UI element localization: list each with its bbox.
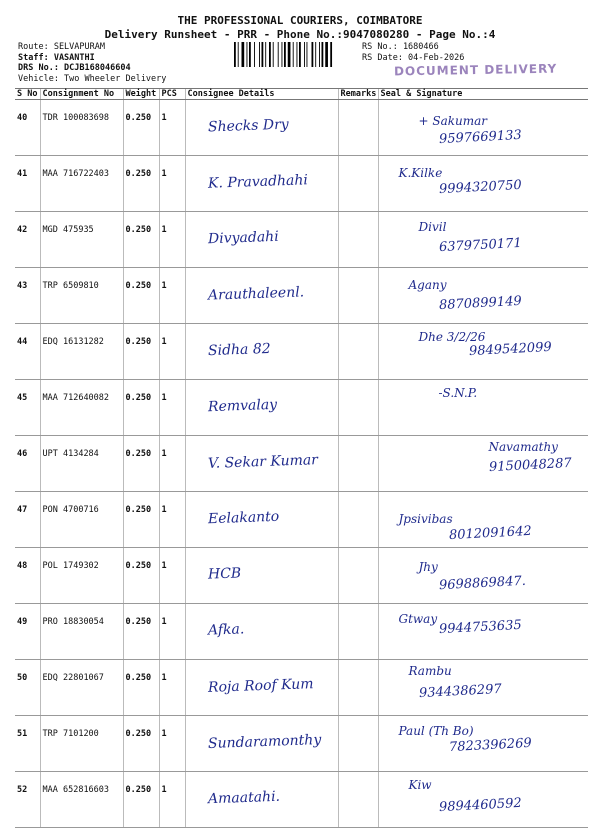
col-consignment: Consignment No (40, 89, 123, 100)
consignee-cell (185, 324, 338, 380)
remarks-cell (338, 212, 378, 268)
sno-cell: 42 (15, 212, 40, 268)
pcs-cell: 1 (159, 324, 185, 380)
handwritten-phone: 9894460592 (438, 795, 522, 816)
handwritten-signature: Jhy (418, 560, 438, 574)
handwritten-signature: Navamathy (488, 440, 558, 454)
consignee-handwritten-name: Amaatahi. (207, 788, 280, 808)
consignee-handwritten-name: Roja Roof Kum (207, 676, 314, 696)
remarks-cell (338, 380, 378, 436)
sno-cell: 49 (15, 604, 40, 660)
pcs-cell: 1 (159, 100, 185, 156)
sno-cell: 43 (15, 268, 40, 324)
consignment-cell: MAA 712640082 (40, 380, 123, 436)
company-title: THE PROFESSIONAL COURIERS, COIMBATORE (177, 14, 423, 27)
handwritten-signature: Jpsivibas (398, 512, 453, 526)
consignee-handwritten-name: Shecks Dry (207, 116, 289, 136)
consignment-cell: TRP 7101200 (40, 716, 123, 772)
weight-cell: 0.250 (123, 100, 159, 156)
handwritten-signature: Paul (Th Bo) (398, 724, 474, 738)
table-row (15, 660, 588, 716)
handwritten-signature: Divil (418, 220, 447, 234)
consignee-cell (185, 660, 338, 716)
remarks-cell (338, 268, 378, 324)
consignment-cell: TRP 6509810 (40, 268, 123, 324)
handwritten-phone: 9849542099 (468, 339, 552, 360)
table-row (15, 716, 588, 772)
table-row (15, 380, 588, 436)
sno-cell: 41 (15, 156, 40, 212)
signature-cell (378, 212, 588, 268)
weight-cell: 0.250 (123, 380, 159, 436)
col-weight: Weight (123, 89, 159, 100)
vehicle-label: Vehicle: Two Wheeler Delivery (18, 73, 167, 84)
handwritten-signature: Rambu (408, 664, 452, 678)
consignee-handwritten-name: Sidha 82 (207, 340, 271, 360)
remarks-cell (338, 100, 378, 156)
pcs-cell: 1 (159, 548, 185, 604)
weight-cell: 0.250 (123, 716, 159, 772)
col-seal-signature: Seal & Signature (378, 89, 588, 100)
remarks-cell (338, 436, 378, 492)
handwritten-signature: Dhe 3/2/26 (418, 330, 486, 344)
consignment-cell: UPT 4134284 (40, 436, 123, 492)
sno-cell: 48 (15, 548, 40, 604)
remarks-cell (338, 604, 378, 660)
handwritten-signature: Gtway (398, 612, 438, 626)
handwritten-phone: 8870899149 (438, 293, 522, 314)
consignee-handwritten-name: Divyadahi (207, 228, 279, 248)
consignee-handwritten-name: HCB (207, 565, 241, 583)
consignment-cell: EDQ 22801067 (40, 660, 123, 716)
consignee-handwritten-name: Remvalay (207, 396, 277, 416)
remarks-cell (338, 324, 378, 380)
handwritten-phone: 9944753635 (438, 617, 522, 638)
handwritten-signature: Agany (408, 278, 447, 292)
rs-number: RS No.: 1680466 (362, 42, 439, 52)
runsheet-subtitle: Delivery Runsheet - PRR - Phone No.:9047080280 - Page No.:4 (104, 28, 496, 41)
drs-number: DRS No.: DCJB168046604 (18, 63, 131, 73)
weight-cell: 0.250 (123, 156, 159, 212)
remarks-cell (338, 716, 378, 772)
consignment-cell: PRO 18830054 (40, 604, 123, 660)
weight-cell: 0.250 (123, 212, 159, 268)
remarks-cell (338, 492, 378, 548)
sno-cell: 51 (15, 716, 40, 772)
signature-cell (378, 716, 588, 772)
consignee-handwritten-name: Arauthaleenl. (207, 284, 304, 304)
signature-cell (378, 324, 588, 380)
sno-cell: 44 (15, 324, 40, 380)
sno-cell: 45 (15, 380, 40, 436)
table-row (15, 212, 588, 268)
consignee-cell (185, 604, 338, 660)
consignee-cell (185, 380, 338, 436)
weight-cell: 0.250 (123, 604, 159, 660)
table-row (15, 156, 588, 212)
staff-label: Staff: VASANTHI (18, 52, 95, 63)
handwritten-signature: Kiw (408, 778, 432, 792)
table-row (15, 436, 588, 492)
sno-cell: 50 (15, 660, 40, 716)
consignment-cell: MAA 716722403 (40, 156, 123, 212)
delivery-table (15, 88, 588, 828)
consignee-cell (185, 436, 338, 492)
runsheet-meta-right (362, 42, 464, 63)
handwritten-signature: K.Kilke (398, 166, 443, 180)
table-row (15, 604, 588, 660)
pcs-cell: 1 (159, 772, 185, 828)
rs-date: RS Date: 04-Feb-2026 (362, 52, 465, 63)
handwritten-signature: -S.N.P. (438, 386, 478, 400)
consignee-handwritten-name: V. Sekar Kumar (207, 452, 318, 472)
table-row (15, 548, 588, 604)
col-sno: S No (15, 89, 40, 100)
remarks-cell (338, 548, 378, 604)
consignee-cell (185, 212, 338, 268)
barcode-image (234, 42, 360, 67)
consignment-cell: EDQ 16131282 (40, 324, 123, 380)
remarks-cell (338, 660, 378, 716)
weight-cell: 0.250 (123, 268, 159, 324)
pcs-cell: 1 (159, 716, 185, 772)
consignee-cell (185, 268, 338, 324)
weight-cell: 0.250 (123, 436, 159, 492)
pcs-cell: 1 (159, 268, 185, 324)
consignee-handwritten-name: Sundaramonthy (207, 732, 321, 752)
signature-cell (378, 268, 588, 324)
table-row (15, 100, 588, 156)
consignment-cell: TDR 100083698 (40, 100, 123, 156)
pcs-cell: 1 (159, 604, 185, 660)
remarks-cell (338, 156, 378, 212)
signature-cell (378, 436, 588, 492)
consignee-cell (185, 156, 338, 212)
document-delivery-stamp: DOCUMENT DELIVERY (393, 61, 558, 79)
route-label: Route: SELVAPURAM (18, 42, 105, 52)
table-row (15, 324, 588, 380)
pcs-cell: 1 (159, 492, 185, 548)
table-row (15, 268, 588, 324)
sno-cell: 52 (15, 772, 40, 828)
sno-cell: 40 (15, 100, 40, 156)
weight-cell: 0.250 (123, 660, 159, 716)
col-pcs: PCS (159, 89, 185, 100)
signature-cell (378, 660, 588, 716)
consignment-cell: MAA 652816603 (40, 772, 123, 828)
handwritten-phone: 9597669133 (438, 127, 522, 148)
pcs-cell: 1 (159, 212, 185, 268)
table-row (15, 492, 588, 548)
pcs-cell: 1 (159, 156, 185, 212)
sno-cell: 47 (15, 492, 40, 548)
consignee-cell (185, 548, 338, 604)
handwritten-phone: 6379750171 (438, 235, 522, 256)
pcs-cell: 1 (159, 380, 185, 436)
table-header-row (15, 89, 588, 100)
handwritten-phone: 9994320750 (438, 177, 522, 198)
weight-cell: 0.250 (123, 324, 159, 380)
signature-cell (378, 604, 588, 660)
handwritten-phone: 9150048287 (488, 455, 572, 476)
handwritten-phone: 9344386297 (418, 681, 502, 702)
signature-cell (378, 156, 588, 212)
consignee-handwritten-name: Afka. (207, 621, 245, 639)
consignee-handwritten-name: Eelakanto (207, 508, 279, 528)
runsheet-meta-left (18, 42, 166, 84)
signature-cell (378, 492, 588, 548)
signature-cell (378, 548, 588, 604)
consignee-handwritten-name: K. Pravadhahi (207, 172, 308, 192)
handwritten-phone: 9698869847. (438, 573, 526, 594)
weight-cell: 0.250 (123, 492, 159, 548)
weight-cell: 0.250 (123, 548, 159, 604)
handwritten-signature: + Sakumar (418, 114, 488, 128)
handwritten-phone: 8012091642 (448, 523, 532, 544)
weight-cell: 0.250 (123, 772, 159, 828)
signature-cell (378, 380, 588, 436)
handwritten-phone: 7823396269 (448, 735, 532, 756)
col-remarks: Remarks (338, 89, 378, 100)
consignee-cell (185, 100, 338, 156)
consignment-cell: PON 4700716 (40, 492, 123, 548)
col-consignee: Consignee Details (185, 89, 338, 100)
pcs-cell: 1 (159, 660, 185, 716)
pcs-cell: 1 (159, 436, 185, 492)
consignee-cell (185, 492, 338, 548)
consignment-cell: MGD 475935 (40, 212, 123, 268)
sno-cell: 46 (15, 436, 40, 492)
consignee-cell (185, 716, 338, 772)
signature-cell (378, 100, 588, 156)
consignment-cell: POL 1749302 (40, 548, 123, 604)
